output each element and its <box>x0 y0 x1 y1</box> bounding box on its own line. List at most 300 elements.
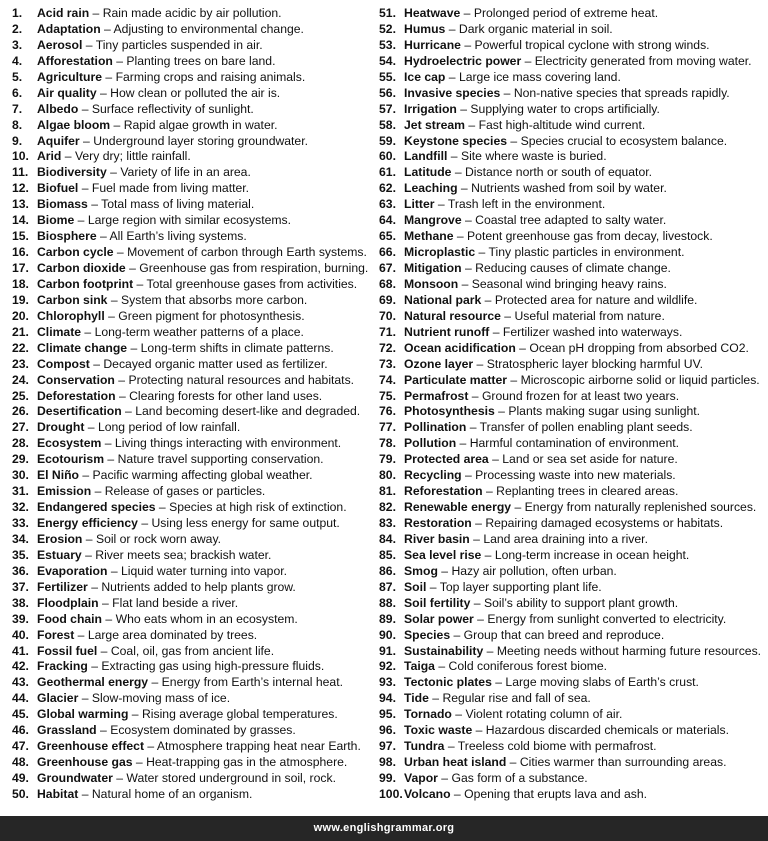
entry-term: Chlorophyll <box>37 308 105 323</box>
glossary-entry <box>379 38 768 54</box>
entry-definition: Adjusting to environmental change. <box>113 21 304 36</box>
entry-number: 13. <box>12 197 29 212</box>
entry-separator: – <box>89 6 103 20</box>
entry-separator: – <box>78 468 93 483</box>
entry-term: Ecosystem <box>37 436 102 451</box>
entry-definition: Powerful tropical cyclone with strong winds. <box>474 37 710 52</box>
glossary-entry <box>12 596 377 612</box>
entry-separator: – <box>500 308 515 323</box>
entry-term: Carbon cycle <box>37 245 114 260</box>
entry-term: Adaptation <box>37 21 101 36</box>
entry-definition: Very dry; little rainfall. <box>74 149 191 164</box>
glossary-entry <box>379 325 768 341</box>
entry-number: 29. <box>12 452 29 467</box>
entry-separator: – <box>494 404 509 419</box>
entry-number: 40. <box>12 627 29 642</box>
entry-number: 7. <box>12 101 23 116</box>
entry-separator: – <box>87 579 102 594</box>
glossary-entry <box>379 149 768 165</box>
entry-definition: Land area draining into a river. <box>483 531 648 546</box>
glossary-entry <box>12 707 377 723</box>
entry-definition: Long-term weather patterns of a place. <box>94 324 304 339</box>
entry-term: Particulate matter <box>404 372 507 387</box>
entry-separator: – <box>482 484 497 499</box>
entry-separator: – <box>481 292 495 307</box>
glossary-entry <box>379 293 768 309</box>
glossary-entry <box>12 739 377 755</box>
entry-separator: – <box>112 53 127 68</box>
glossary-entry <box>12 436 377 452</box>
entry-separator: – <box>102 69 116 84</box>
glossary-entry <box>379 357 768 373</box>
entry-term: Natural resource <box>404 308 501 323</box>
entry-definition: Useful material from nature. <box>514 308 665 323</box>
entry-term: Species <box>404 627 451 642</box>
entry-term: Forest <box>37 627 75 642</box>
entry-definition: Nature travel supporting conservation. <box>117 452 324 467</box>
entry-term: Heatwave <box>404 6 461 20</box>
entry-term: Ecotourism <box>37 452 105 467</box>
entry-separator: – <box>144 739 157 754</box>
entry-separator: – <box>428 691 443 706</box>
entry-number: 87. <box>379 579 396 594</box>
entry-number: 68. <box>379 276 396 291</box>
entry-number: 65. <box>379 229 396 244</box>
entry-definition: Top layer supporting plant life. <box>439 579 602 594</box>
entry-separator: – <box>434 659 449 674</box>
entry-term: Sea level rise <box>404 547 482 562</box>
entry-definition: Energy from sunlight converted to electricity. <box>487 611 727 626</box>
entry-separator: – <box>515 340 530 355</box>
entry-definition: Variety of life in an area. <box>120 165 251 180</box>
glossary-entry <box>379 134 768 150</box>
entry-definition: Protected area for nature and wildlife. <box>494 292 698 307</box>
entry-term: Glacier <box>37 691 79 706</box>
entry-definition: Rising average global temperatures. <box>141 707 338 722</box>
entry-term: Carbon sink <box>37 292 108 307</box>
entry-number: 90. <box>379 627 396 642</box>
entry-term: Jet stream <box>404 117 466 132</box>
entry-term: Tundra <box>404 739 445 754</box>
entry-separator: – <box>445 69 459 84</box>
glossary-entry <box>379 564 768 580</box>
entry-number: 44. <box>12 691 29 706</box>
entry-definition: Group that can breed and reproduce. <box>463 627 665 642</box>
entry-number: 57. <box>379 101 396 116</box>
entry-number: 4. <box>12 53 23 68</box>
entry-number: 48. <box>12 755 29 770</box>
entry-term: Renewable energy <box>404 500 512 515</box>
entry-separator: – <box>74 213 88 228</box>
entry-separator: – <box>148 675 162 690</box>
glossary-entry <box>379 6 768 22</box>
entry-separator: – <box>458 276 472 291</box>
entry-separator: – <box>468 388 482 403</box>
entry-definition: River meets sea; brackish water. <box>95 547 272 562</box>
entry-definition: Repairing damaged ecosystems or habitats. <box>485 516 724 530</box>
entry-number: 49. <box>12 771 29 785</box>
glossary-entry <box>379 659 768 675</box>
entry-term: Erosion <box>37 531 83 546</box>
entry-term: Deforestation <box>37 388 116 403</box>
glossary-entry <box>379 771 768 787</box>
entry-term: Solar power <box>404 611 474 626</box>
entry-number: 35. <box>12 547 29 562</box>
entry-number: 38. <box>12 595 29 610</box>
entry-term: Fossil fuel <box>37 643 98 658</box>
entry-term: Conservation <box>37 372 115 387</box>
entry-definition: Energy from naturally replenished sources. <box>524 500 757 515</box>
entry-number: 39. <box>12 611 29 626</box>
entry-term: Leaching <box>404 181 458 196</box>
entry-number: 50. <box>12 786 29 801</box>
entry-separator: – <box>110 117 124 132</box>
glossary-entry <box>379 309 768 325</box>
entry-number: 64. <box>379 213 396 228</box>
entry-definition: Treeless cold biome with permafrost. <box>457 739 657 754</box>
glossary-entry <box>12 389 377 405</box>
entry-definition: Slow-moving mass of ice. <box>91 691 231 706</box>
entry-number: 18. <box>12 276 29 291</box>
entry-term: Sustainability <box>404 643 484 658</box>
glossary-entry <box>12 373 377 389</box>
glossary-entry <box>12 644 377 660</box>
entry-number: 81. <box>379 484 396 499</box>
glossary-entry <box>379 675 768 691</box>
entry-number: 84. <box>379 531 396 546</box>
entry-number: 9. <box>12 133 23 148</box>
entry-term: Aquifer <box>37 133 80 148</box>
glossary-entry <box>12 723 377 739</box>
glossary-entry <box>12 580 377 596</box>
glossary-entry <box>12 149 377 165</box>
entry-term: Biodiversity <box>37 165 107 180</box>
entry-term: Greenhouse gas <box>37 755 133 770</box>
entry-number: 74. <box>379 372 396 387</box>
entry-term: Pollination <box>404 420 467 435</box>
glossary-entry <box>379 118 768 134</box>
entry-number: 19. <box>12 292 29 307</box>
glossary-entry <box>379 739 768 755</box>
entry-definition: Coastal tree adapted to salty water. <box>475 213 667 228</box>
entry-definition: Fertilizer washed into waterways. <box>502 324 683 339</box>
entry-separator: – <box>89 356 104 371</box>
entry-term: Desertification <box>37 404 122 419</box>
entry-number: 47. <box>12 739 29 754</box>
entry-definition: Opening that erupts lava and ash. <box>464 786 648 801</box>
glossary-entry <box>379 22 768 38</box>
entry-separator: – <box>471 516 486 530</box>
entry-definition: Nutrients washed from soil by water. <box>471 181 667 196</box>
glossary-entry <box>12 245 377 261</box>
entry-definition: Greenhouse gas from respiration, burning. <box>139 261 369 275</box>
entry-separator: – <box>81 324 95 339</box>
entry-separator: – <box>81 547 96 562</box>
entry-number: 53. <box>379 37 396 52</box>
entry-definition: Energy from Earth’s internal heat. <box>161 675 343 690</box>
entry-separator: – <box>511 500 525 515</box>
entry-separator: – <box>456 436 470 451</box>
entry-definition: Clearing forests for other land uses. <box>129 388 323 403</box>
footer-url[interactable]: www.englishgrammar.org <box>313 822 455 834</box>
entry-term: Methane <box>404 229 454 244</box>
entry-separator: – <box>79 133 94 148</box>
entry-separator: – <box>96 723 111 738</box>
entry-number: 24. <box>12 372 29 387</box>
entry-number: 55. <box>379 69 396 84</box>
entry-separator: – <box>470 595 484 610</box>
entry-number: 83. <box>379 516 396 530</box>
glossary-entry <box>12 612 377 628</box>
entry-number: 85. <box>379 547 396 562</box>
glossary-entry <box>12 309 377 325</box>
entry-definition: Long-term shifts in climate patterns. <box>140 340 334 355</box>
entry-number: 62. <box>379 181 396 196</box>
entry-definition: Hazy air pollution, often urban. <box>451 563 617 578</box>
entry-separator: – <box>483 643 497 658</box>
entry-separator: – <box>107 292 121 307</box>
entry-term: Afforestation <box>37 53 113 68</box>
entry-definition: Water stored underground in soil, rock. <box>126 771 336 785</box>
entry-definition: Trash left in the environment. <box>447 197 606 212</box>
glossary-entry <box>379 707 768 723</box>
entry-definition: Processing waste into new materials. <box>475 468 676 483</box>
entry-separator: – <box>115 388 130 403</box>
entry-definition: Tiny plastic particles in environment. <box>488 245 685 260</box>
glossary-entry <box>12 118 377 134</box>
entry-definition: Extracting gas using high-pressure fluids. <box>101 659 325 674</box>
entry-definition: Living things interacting with environment. <box>114 436 342 451</box>
entry-separator: – <box>100 21 114 36</box>
entry-term: Photosynthesis <box>404 404 495 419</box>
entry-separator: – <box>460 37 475 52</box>
entry-definition: Large ice mass covering land. <box>458 69 621 84</box>
entry-term: Compost <box>37 356 90 371</box>
glossary-column-left <box>0 6 377 808</box>
entry-definition: Pacific warming affecting global weather. <box>92 468 313 483</box>
entry-definition: Underground layer storing groundwater. <box>93 133 308 148</box>
entry-definition: Potent greenhouse gas from decay, livestock. <box>467 229 713 244</box>
entry-definition: Release of gases or particles. <box>104 484 266 499</box>
entry-number: 37. <box>12 579 29 594</box>
entry-term: Drought <box>37 420 85 435</box>
entry-number: 34. <box>12 531 29 546</box>
entry-number: 96. <box>379 723 396 738</box>
entry-definition: Who eats whom in an ecosystem. <box>115 611 298 626</box>
entry-separator: – <box>104 452 118 467</box>
entry-number: 23. <box>12 356 29 371</box>
entry-separator: – <box>453 229 468 244</box>
entry-definition: Movement of carbon through Earth systems. <box>127 245 367 260</box>
entry-separator: – <box>61 149 75 164</box>
entry-number: 25. <box>12 388 29 403</box>
entry-definition: Non-native species that spreads rapidly. <box>513 85 730 100</box>
entry-number: 52. <box>379 21 396 36</box>
entry-separator: – <box>133 276 147 291</box>
entry-number: 69. <box>379 292 396 307</box>
glossary-entry <box>12 675 377 691</box>
entry-separator: – <box>521 53 535 68</box>
entry-separator: – <box>101 436 115 451</box>
glossary-entry <box>379 484 768 500</box>
entry-separator: – <box>473 356 487 371</box>
entry-term: Agriculture <box>37 69 103 84</box>
glossary-entry <box>12 659 377 675</box>
glossary-list <box>0 6 768 808</box>
entry-definition: Reducing causes of climate change. <box>475 261 671 275</box>
entry-number: 71. <box>379 324 396 339</box>
entry-term: Food chain <box>37 611 102 626</box>
entry-number: 73. <box>379 356 396 371</box>
glossary-entry <box>12 484 377 500</box>
entry-term: Humus <box>404 21 446 36</box>
entry-definition: Plants making sugar using sunlight. <box>508 404 701 419</box>
entry-term: Estuary <box>37 547 82 562</box>
entry-term: Ice cap <box>404 69 446 84</box>
glossary-entry <box>12 197 377 213</box>
entry-term: Monsoon <box>404 276 459 291</box>
glossary-entry <box>379 165 768 181</box>
entry-definition: Gas form of a substance. <box>451 771 588 785</box>
entry-separator: – <box>104 308 119 323</box>
entry-separator: – <box>87 659 102 674</box>
entry-definition: Ground frozen for at least two years. <box>481 388 680 403</box>
entry-number: 89. <box>379 611 396 626</box>
entry-term: Evaporation <box>37 563 108 578</box>
entry-definition: Transfer of pollen enabling plant seeds. <box>479 420 693 435</box>
entry-number: 42. <box>12 659 29 674</box>
entry-definition: Surface reflectivity of sunlight. <box>91 101 254 116</box>
glossary-entry <box>379 500 768 516</box>
entry-separator: – <box>78 101 92 116</box>
entry-separator: – <box>491 675 506 690</box>
entry-number: 51. <box>379 6 396 20</box>
glossary-entry <box>379 181 768 197</box>
entry-term: Habitat <box>37 786 79 801</box>
entry-separator: – <box>97 643 111 658</box>
entry-term: Aerosol <box>37 37 83 52</box>
entry-term: Tectonic plates <box>404 675 492 690</box>
entry-definition: Fuel made from living matter. <box>91 181 250 196</box>
entry-term: Algae bloom <box>37 117 111 132</box>
entry-number: 80. <box>379 468 396 483</box>
entry-definition: Green pigment for photosynthesis. <box>118 308 305 323</box>
glossary-entry <box>379 644 768 660</box>
entry-separator: – <box>473 611 488 626</box>
entry-separator: – <box>456 101 471 116</box>
entry-definition: System that absorbs more carbon. <box>121 292 308 307</box>
entry-number: 6. <box>12 85 23 100</box>
entry-term: Carbon footprint <box>37 276 134 291</box>
entry-separator: – <box>96 229 110 244</box>
entry-definition: Decayed organic matter used as fertilizer. <box>103 356 328 371</box>
entry-term: Urban heat island <box>404 755 507 770</box>
glossary-entry <box>12 787 377 803</box>
entry-definition: Site where waste is buried. <box>460 149 607 164</box>
entry-definition: Electricity generated from moving water. <box>534 53 752 68</box>
glossary-entry <box>379 373 768 389</box>
entry-separator: – <box>450 786 465 801</box>
entry-separator: – <box>102 611 116 626</box>
entry-separator: – <box>469 531 484 546</box>
entry-number: 60. <box>379 149 396 164</box>
entry-number: 20. <box>12 308 29 323</box>
entry-number: 75. <box>379 388 396 403</box>
glossary-entry <box>12 102 377 118</box>
entry-number: 76. <box>379 404 396 419</box>
entry-number: 27. <box>12 420 29 435</box>
entry-separator: – <box>426 579 440 594</box>
glossary-entry <box>12 229 377 245</box>
entry-number: 21. <box>12 324 29 339</box>
entry-number: 46. <box>12 723 29 738</box>
entry-separator: – <box>507 133 521 148</box>
entry-term: Air quality <box>37 85 97 100</box>
entry-definition: Prolonged period of extreme heat. <box>473 6 659 20</box>
entry-term: Smog <box>404 563 438 578</box>
glossary-entry <box>379 261 768 277</box>
entry-number: 93. <box>379 675 396 690</box>
entry-term: Climate change <box>37 340 128 355</box>
entry-number: 77. <box>379 420 396 435</box>
entry-definition: Planting trees on bare land. <box>126 53 276 68</box>
entry-number: 86. <box>379 563 396 578</box>
entry-term: Mangrove <box>404 213 462 228</box>
glossary-entry <box>12 628 377 644</box>
entry-separator: – <box>137 516 152 530</box>
entry-definition: Hazardous discarded chemicals or materials. <box>485 723 729 738</box>
entry-separator: – <box>113 245 128 260</box>
entry-number: 95. <box>379 707 396 722</box>
glossary-entry <box>379 70 768 86</box>
entry-number: 10. <box>12 149 29 164</box>
glossary-entry <box>12 86 377 102</box>
entry-term: Keystone species <box>404 133 508 148</box>
entry-term: Volcano <box>404 786 451 801</box>
entry-number: 14. <box>12 213 29 228</box>
glossary-entry <box>12 165 377 181</box>
entry-term: Biome <box>37 213 75 228</box>
entry-number: 82. <box>379 500 396 515</box>
glossary-entry <box>379 596 768 612</box>
entry-number: 56. <box>379 85 396 100</box>
entry-definition: Long-term increase in ocean height. <box>494 547 690 562</box>
entry-separator: – <box>128 707 142 722</box>
entry-definition: Heat-trapping gas in the atmosphere. <box>146 755 348 770</box>
glossary-entry <box>379 787 768 803</box>
entry-definition: Land or sea set aside for nature. <box>502 452 678 467</box>
glossary-entry <box>379 197 768 213</box>
glossary-entry <box>379 516 768 532</box>
entry-definition: Flat land beside a river. <box>112 595 239 610</box>
glossary-entry <box>379 102 768 118</box>
entry-separator: – <box>488 452 503 467</box>
entry-term: Toxic waste <box>404 723 473 738</box>
entry-separator: – <box>84 420 98 435</box>
entry-term: National park <box>404 292 482 307</box>
glossary-entry <box>379 213 768 229</box>
entry-number: 63. <box>379 197 396 212</box>
entry-term: Soil <box>404 579 427 594</box>
entry-term: Fracking <box>37 659 88 674</box>
entry-definition: Soil or rock worn away. <box>95 531 222 546</box>
entry-number: 67. <box>379 261 396 275</box>
entry-separator: – <box>461 468 476 483</box>
entry-number: 31. <box>12 484 29 499</box>
glossary-entry <box>12 755 377 771</box>
entry-definition: Cities warmer than surrounding areas. <box>519 755 727 770</box>
entry-definition: Large region with similar ecosystems. <box>87 213 292 228</box>
